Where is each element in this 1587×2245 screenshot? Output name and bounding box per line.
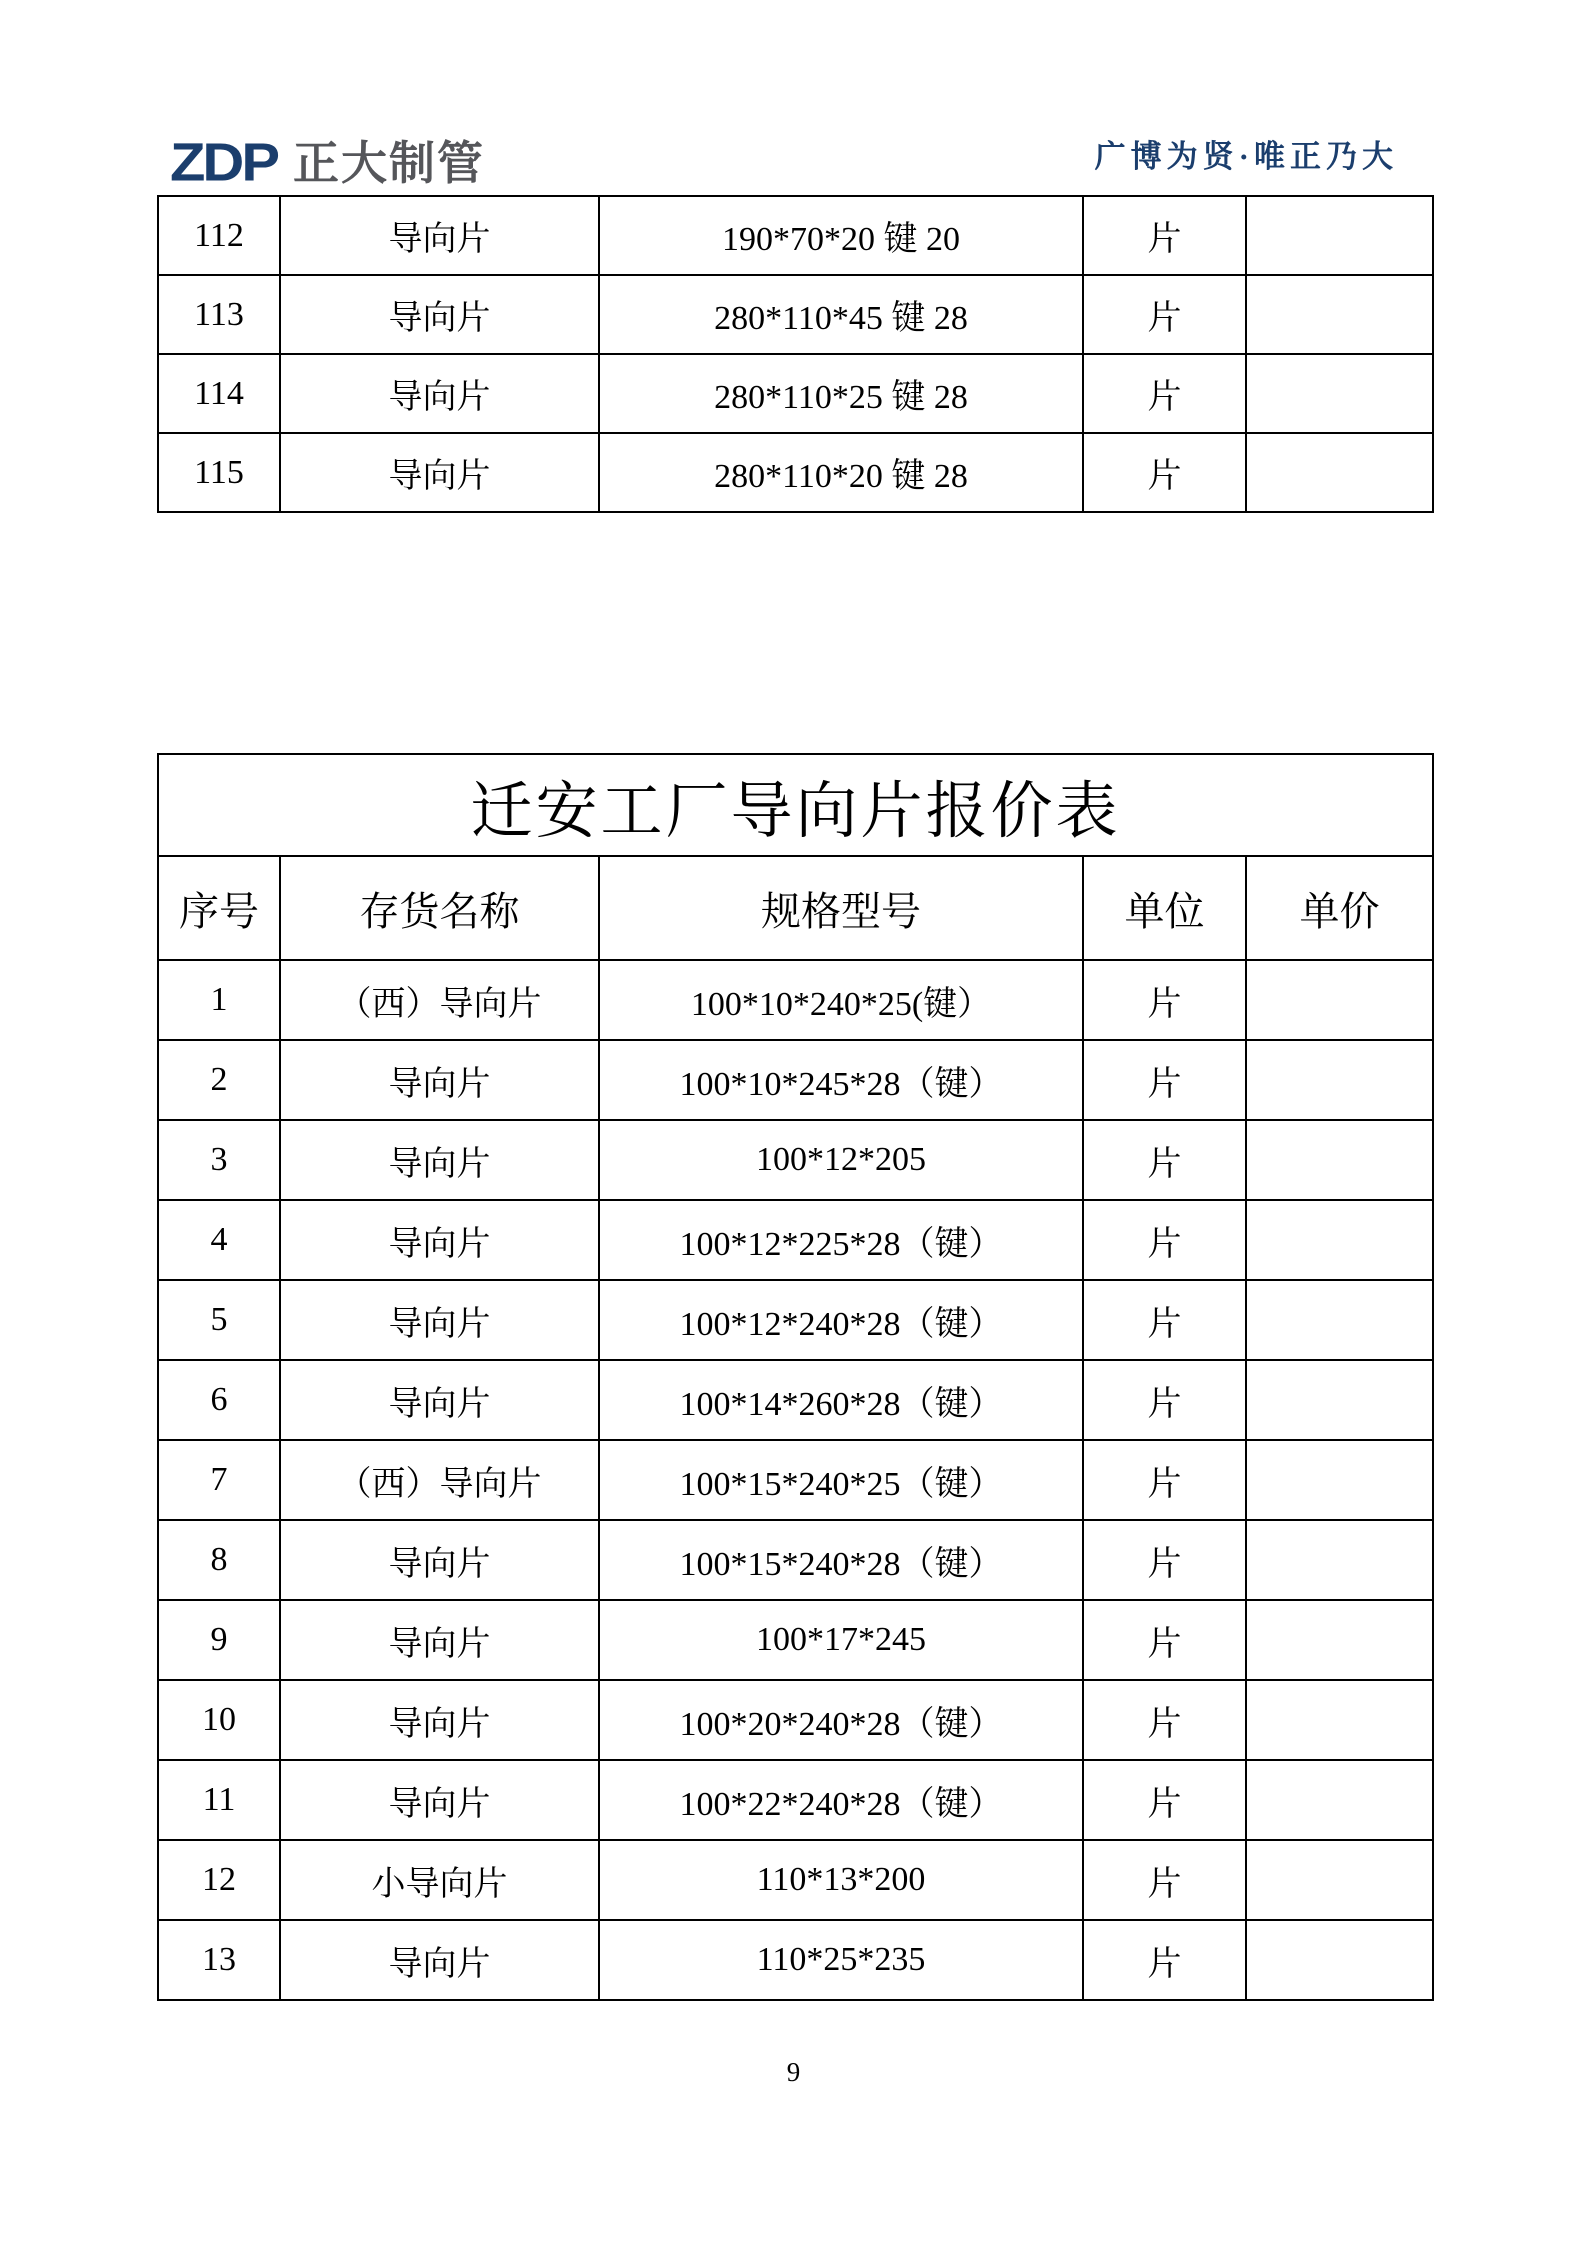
table-row	[158, 1760, 1433, 1840]
cell-serial: 11	[158, 1760, 280, 1840]
cell-unit-price	[1246, 1360, 1433, 1440]
cell-unit-price	[1246, 1600, 1433, 1680]
table-row	[158, 1280, 1433, 1360]
guide-plate-table-continued	[157, 195, 1434, 513]
cell-item-name: 小导向片	[280, 1840, 599, 1920]
cell-item-name: 导向片	[280, 1360, 599, 1440]
cell-unit-price	[1246, 1760, 1433, 1840]
cell-spec: 280*110*20 键 28	[599, 433, 1083, 512]
cell-item-name: 导向片	[280, 275, 599, 354]
cell-unit-price	[1246, 1440, 1433, 1520]
table-row	[158, 354, 1433, 433]
column-header-unit: 单位	[1083, 856, 1246, 960]
cell-unit-price	[1246, 1120, 1433, 1200]
company-slogan: 广博为贤·唯正乃大	[1094, 139, 1398, 174]
cell-item-name: 导向片	[280, 196, 599, 275]
cell-unit: 片	[1083, 196, 1246, 275]
column-header-unit-price: 单价	[1246, 856, 1433, 960]
cell-spec: 100*15*240*25（键）	[599, 1440, 1083, 1520]
table-row	[158, 1520, 1433, 1600]
cell-unit: 片	[1083, 1120, 1246, 1200]
cell-serial: 3	[158, 1120, 280, 1200]
table-row	[158, 1120, 1433, 1200]
cell-spec: 100*12*225*28（键）	[599, 1200, 1083, 1280]
qianan-factory-quotation-table	[157, 753, 1434, 2001]
cell-serial: 114	[158, 354, 280, 433]
cell-serial: 5	[158, 1280, 280, 1360]
cell-spec: 100*10*245*28（键）	[599, 1040, 1083, 1120]
cell-unit-price	[1246, 1840, 1433, 1920]
table-row	[158, 1440, 1433, 1520]
cell-serial: 7	[158, 1440, 280, 1520]
cell-spec: 190*70*20 键 20	[599, 196, 1083, 275]
cell-unit: 片	[1083, 1600, 1246, 1680]
cell-serial: 9	[158, 1600, 280, 1680]
company-logo	[170, 134, 485, 192]
cell-item-name: 导向片	[280, 1920, 599, 2000]
cell-item-name: （西）导向片	[280, 960, 599, 1040]
cell-unit-price	[1246, 960, 1433, 1040]
cell-spec: 280*110*45 键 28	[599, 275, 1083, 354]
cell-unit-price	[1246, 1920, 1433, 2000]
cell-serial: 112	[158, 196, 280, 275]
cell-unit: 片	[1083, 1520, 1246, 1600]
table-row	[158, 1840, 1433, 1920]
cell-item-name: 导向片	[280, 1760, 599, 1840]
cell-serial: 4	[158, 1200, 280, 1280]
cell-unit: 片	[1083, 275, 1246, 354]
cell-item-name: 导向片	[280, 1680, 599, 1760]
cell-item-name: 导向片	[280, 1520, 599, 1600]
cell-unit-price	[1246, 1200, 1433, 1280]
cell-unit-price	[1246, 433, 1433, 512]
table-title: 迁安工厂导向片报价表	[158, 754, 1433, 856]
cell-item-name: 导向片	[280, 1040, 599, 1120]
cell-serial: 8	[158, 1520, 280, 1600]
table-row	[158, 960, 1433, 1040]
column-header-item-name: 存货名称	[280, 856, 599, 960]
cell-unit-price	[1246, 1680, 1433, 1760]
cell-unit: 片	[1083, 1040, 1246, 1120]
cell-spec: 110*13*200	[599, 1840, 1083, 1920]
cell-serial: 113	[158, 275, 280, 354]
cell-item-name: 导向片	[280, 354, 599, 433]
cell-unit-price	[1246, 354, 1433, 433]
cell-unit: 片	[1083, 1680, 1246, 1760]
cell-unit-price	[1246, 1520, 1433, 1600]
cell-item-name: 导向片	[280, 1120, 599, 1200]
cell-spec: 100*12*240*28（键）	[599, 1280, 1083, 1360]
cell-unit-price	[1246, 1280, 1433, 1360]
table-row	[158, 1680, 1433, 1760]
table-body	[158, 196, 1433, 512]
logo-zdp-mark: ZDP	[170, 132, 277, 193]
cell-unit: 片	[1083, 1440, 1246, 1520]
cell-item-name: 导向片	[280, 1280, 599, 1360]
cell-spec: 100*12*205	[599, 1120, 1083, 1200]
cell-unit: 片	[1083, 1920, 1246, 2000]
column-header-spec: 规格型号	[599, 856, 1083, 960]
column-header-serial: 序号	[158, 856, 280, 960]
table-body	[158, 754, 1433, 2000]
cell-unit: 片	[1083, 354, 1246, 433]
cell-unit: 片	[1083, 1200, 1246, 1280]
table-header-row	[158, 856, 1433, 960]
cell-spec: 100*22*240*28（键）	[599, 1760, 1083, 1840]
cell-serial: 10	[158, 1680, 280, 1760]
cell-spec: 110*25*235	[599, 1920, 1083, 2000]
table-row	[158, 433, 1433, 512]
cell-unit: 片	[1083, 1360, 1246, 1440]
cell-serial: 115	[158, 433, 280, 512]
cell-serial: 2	[158, 1040, 280, 1120]
table-row	[158, 1600, 1433, 1680]
cell-unit-price	[1246, 196, 1433, 275]
cell-spec: 100*14*260*28（键）	[599, 1360, 1083, 1440]
table-row	[158, 1040, 1433, 1120]
cell-serial: 6	[158, 1360, 280, 1440]
cell-unit: 片	[1083, 960, 1246, 1040]
cell-serial: 1	[158, 960, 280, 1040]
cell-item-name: 导向片	[280, 433, 599, 512]
cell-unit-price	[1246, 275, 1433, 354]
cell-spec: 100*10*240*25(键）	[599, 960, 1083, 1040]
cell-item-name: 导向片	[280, 1200, 599, 1280]
page-number: 9	[786, 2057, 801, 2087]
cell-spec: 100*17*245	[599, 1600, 1083, 1680]
cell-unit: 片	[1083, 1280, 1246, 1360]
cell-item-name: （西）导向片	[280, 1440, 599, 1520]
table-title-row	[158, 754, 1433, 856]
table-row	[158, 1920, 1433, 2000]
cell-unit: 片	[1083, 1760, 1246, 1840]
cell-serial: 12	[158, 1840, 280, 1920]
cell-unit: 片	[1083, 1840, 1246, 1920]
logo-company-name: 正大制管	[293, 137, 485, 189]
cell-serial: 13	[158, 1920, 280, 2000]
table-row	[158, 275, 1433, 354]
cell-item-name: 导向片	[280, 1600, 599, 1680]
table-row	[158, 1200, 1433, 1280]
cell-unit-price	[1246, 1040, 1433, 1120]
cell-unit: 片	[1083, 433, 1246, 512]
cell-spec: 100*15*240*28（键）	[599, 1520, 1083, 1600]
cell-spec: 280*110*25 键 28	[599, 354, 1083, 433]
cell-spec: 100*20*240*28（键）	[599, 1680, 1083, 1760]
table-row	[158, 196, 1433, 275]
table-row	[158, 1360, 1433, 1440]
